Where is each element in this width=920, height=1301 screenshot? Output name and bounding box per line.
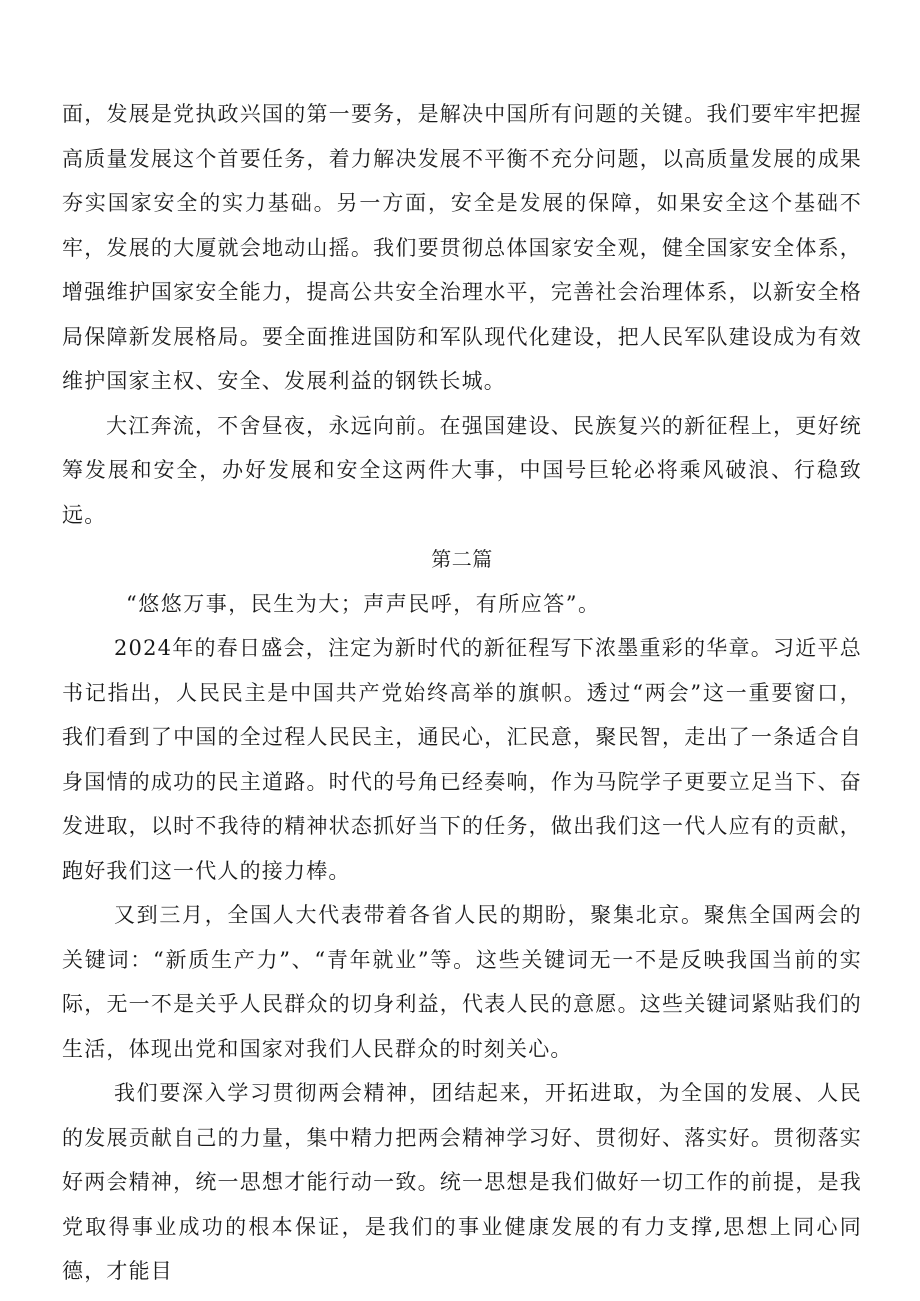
paragraph-national-security: 面，发展是党执政兴国的第一要务，是解决中国所有问题的关键。我们要牢牢把握高质量发展这个首要任务，着力解决发展不平衡不充分问题，以高质量发展的成果夯实国家安全的实力基础。另一方面，安全是发展的保障，如果安全这个基础不牢，发展的大厦就会地动山摇。我们要贯彻总体国家安全观，健全国家安全体系，增强维护国家安全能力，提高公共安全治理水平，完善社会治理体系，以新安全格局保障新发展格局。要全面推进国防和军队现代化建设，把人民军队建设成为有效维护国家主权、安全、发展利益的钢铁长城。 [62,102,862,393]
paragraph-study-spirit: 我们要深入学习贯彻两会精神，团结起来，开拓进取，为全国的发展、人民的发展贡献自己的力量，集中精力把两会精神学习好、贯彻好、落实好。贯彻落实好两会精神，统一思想才能行动一致。统一思想是我们做好一切工作的前提，是我党取得事业成功的根本保证，是我们的事业健康发展的有力支撑,思想上同心同德，才能目 [62,1081,862,1283]
document-body [62,92,862,1294]
paragraph-march-keywords: 又到三月，全国人大代表带着各省人民的期盼，聚集北京。聚焦全国两会的关键词：“新质生产力”、“青年就业”等。这些关键词无一不是反映我国当前的实际，无一不是关乎人民群众的切身利益，代表人民的意愿。这些关键词紧贴我们的生活，体现出党和国家对我们人民群众的时刻关心。 [62,903,862,1061]
section-quote: “悠悠万事，民生为大；声声民呼，有所应答”。 [126,591,601,616]
paragraph-spring-conference: 2024年的春日盛会，注定为新时代的新征程写下浓墨重彩的华章。习近平总书记指出，人民民主是中国共产党始终高举的旗帜。透过“两会”这一重要窗口，我们看到了中国的全过程人民民主，通民心，汇民意，聚民智，走出了一条适合自身国情的成功的民主道路。时代的号角已经奏响，作为马院学子更要立足当下、奋发进取，以时不我待的精神状态抓好当下的任务，做出我们这一代人应有的贡献，跑好我们这一代人的接力棒。 [62,636,862,883]
paragraph-great-river: 大江奔流，不舍昼夜，永远向前。在强国建设、民族复兴的新征程上，更好统筹发展和安全，办好发展和安全这两件大事，中国号巨轮必将乘风破浪、行稳致远。 [62,413,862,527]
section-title: 第二篇 [431,547,493,571]
